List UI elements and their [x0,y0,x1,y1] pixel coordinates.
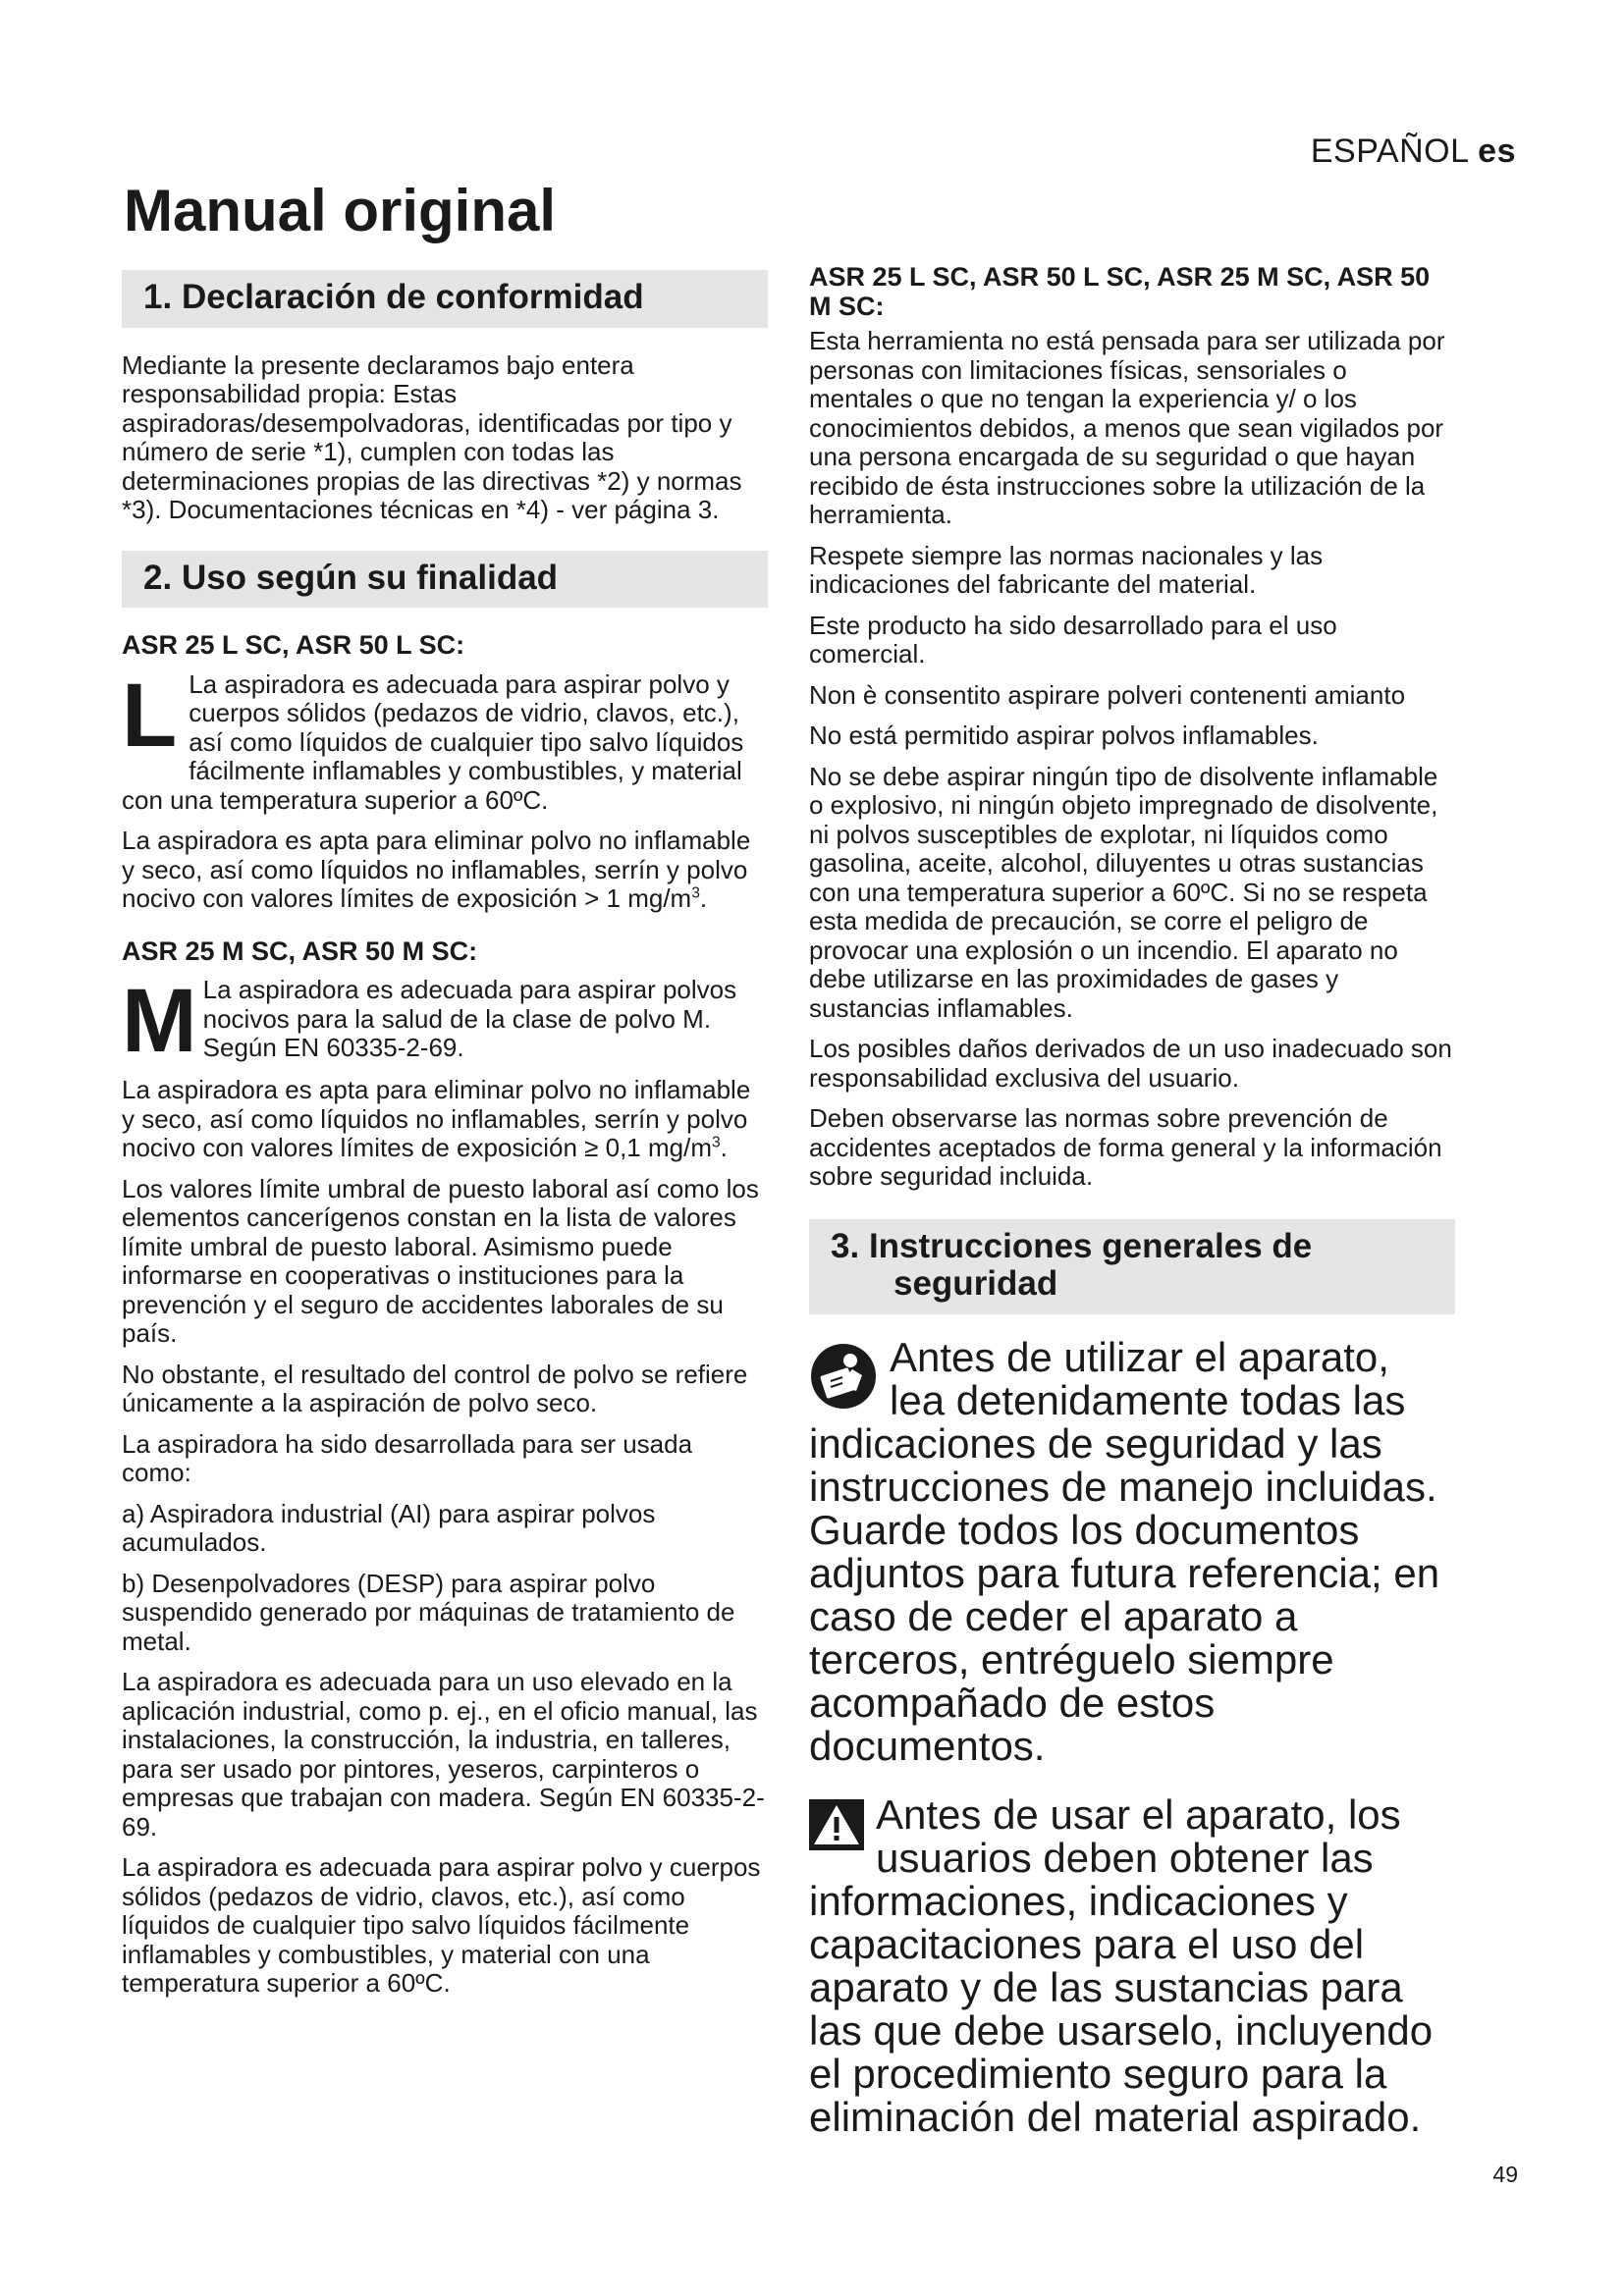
dropcap-block-l [122,670,768,816]
section-3-number: 3. [831,1226,860,1265]
dropcap-l: L [122,669,178,766]
section-3-title-line1: Instrucciones generales de [868,1226,1313,1265]
left-column [122,270,768,2010]
dropcap-block-m [122,976,768,1064]
warning-read-manual [809,1333,1455,1769]
dropcap-m: M [122,976,197,1065]
warning-read-manual-text: Antes de utilizar el aparato, lea detenidamente todas las indicaciones de seguridad y las instrucciones de manejo incluidas. Guarde todos los documentos adjuntos para futura referencia; en caso de ceder el aparato a terceros, entréguelo siempre acompañado de estos documentos. [809,1333,1440,1769]
paragraph-industrial: La aspiradora es adecuada para un uso elevado en la aplicación industrial, como p. ej., en el oficio manual, las instalaciones, la construcción, la industria, en talleres, para ser usado por pintores, yeseros, carpinteros o empresas que trabajan con madera. Según EN 60335-2-69. [122,1667,765,1842]
paragraph-l-2-text: La aspiradora es apta para eliminar polvo no inflamable y seco, así como líquidos no inflamables, serrín y polvo nocivo con valores límites de exposición > 1 mg/m [122,826,751,914]
section-1-heading [122,270,768,328]
paragraph-l-2 [122,827,768,914]
page-number: 49 [1492,2162,1518,2187]
paragraph-m-2-end: . [720,1133,728,1163]
paragraph-solids: La aspiradora es adecuada para aspirar polvo y cuerpos sólidos (pedazos de vidrio, clavos, etc.), así como líquidos de cualquier tipo salvo líquidos fácilmente inflamables y combustibles, y material con una temperatura superior a 60ºC. [122,1852,761,1999]
paragraph-m-2 [122,1076,768,1163]
paragraph-damages: Los posibles daños derivados de un uso inadecuado son responsabilidad exclusiva del usuario. [809,1034,1452,1093]
section-1-body: Mediante la presente declaramos bajo entera responsabilidad propia: Estas aspiradoras/desempolvadoras, identificadas por tipo y número de serie *1), cumplen con todas las determinaciones propias de las directivas *2) y normas *3). Documentaciones técnicas en *4) - ver página 3. [122,349,742,524]
warning-triangle-icon [809,1799,864,1858]
paragraph-accident-prevention: Deben observarse las normas sobre prevención de accidentes aceptados de forma general y la información sobre seguridad incluida. [809,1103,1442,1192]
paragraph-limits: Los valores límite umbral de puesto laboral así como los elementos cancerígenos constan en la lista de valores límite umbral de puesto laboral. Asimismo puede informarse en cooperativas o instituciones para la prevención y el seguro de accidentes laborales de su país. [122,1173,759,1349]
paragraph-m-2-text: La aspiradora es apta para eliminar polvo no inflamable y seco, así como líquidos no inflamables, serrín y polvo nocivo con valores límites de exposición ≥ 0,1 mg/m [122,1075,751,1163]
paragraph-usage-intro: La aspiradora ha sido desarrollada para ser usada como: [122,1428,693,1488]
section-1-title: Declaración de conformidad [181,278,644,316]
paragraph-l-2-sup: 3 [691,884,700,902]
page-title: Manual original [124,178,557,243]
paragraph-m-1: La aspiradora es adecuada para aspirar polvos nocivos para la salud de la clase de polvo M. Según EN 60335-2-69. [202,976,737,1063]
subheading-l-class: ASR 25 L SC, ASR 50 L SC: [122,630,465,660]
right-column [809,263,1455,2164]
paragraph-l-1: La aspiradora es adecuada para aspirar polvo y cuerpos sólidos (pedazos de vidrio, clavos, etc.), así como líquidos de cualquier tipo salvo líquidos fácilmente inflamables y combustibles, y material con una temperatura superior a 60ºC. [122,669,744,815]
section-2-number: 2. [143,558,173,597]
language-code: es [1478,133,1516,170]
section-2-heading [122,551,768,609]
paragraph-usage-b: b) Desenpolvadores (DESP) para aspirar polvo suspendido generado por máquinas de tratamiento de metal. [122,1568,735,1656]
warning-training [809,1790,1455,2140]
paragraph-persons: Esta herramienta no está pensada para ser utilizada por personas con limitaciones físicas, sensoriales o mentales o que no tengan la experiencia y/ o los conocimientos debidos, a menos que sean vigilados por una persona encargada de su seguridad o que hayan recibido de ésta instrucciones sobre la utilización de la herramienta. [809,326,1445,530]
paragraph-asbestos: Non è consentito aspirare polveri contenenti amianto [809,679,1406,710]
paragraph-l-2-end: . [699,883,708,914]
subheading-all-models: ASR 25 L SC, ASR 50 L SC, ASR 25 M SC, ASR 50 M SC: [809,262,1431,321]
paragraph-solvents: No se debe aspirar ningún tipo de disolvente inflamable o explosivo, ni ningún objeto impregnado de disolvente, ni polvos susceptibles de explotar, ni líquidos como gasolina, aceite, alcohol, diluyentes u otras sustancias con una temperatura superior a 60ºC. Si no se respeta esta medida de precaución, se corre el peligro de provocar una explosión o un incendio. El aparato no debe utilizarse en las proximidades de gases y sustancias inflamables. [809,761,1438,1023]
paragraph-national-rules: Respete siempre las normas nacionales y las indicaciones del fabricante del material. [809,540,1324,600]
paragraph-commercial: Este producto ha sido desarrollado para el uso comercial. [809,610,1337,669]
subheading-m-class: ASR 25 M SC, ASR 50 M SC: [122,935,478,966]
paragraph-flammable-dust: No está permitido aspirar polvos inflamables. [809,721,1319,751]
section-2-title: Uso según su finalidad [181,558,559,597]
warning-training-text: Antes de usar el aparato, los usuarios deben obtener las informaciones, indicaciones y capacitaciones para el uso del aparato y de las sustancias para las que debe usarselo, incluyendo el procedimiento seguro para la eliminación del material aspirado. [809,1790,1434,2140]
section-3-title-line2: seguridad [893,1264,1058,1304]
read-manual-icon [809,1342,878,1418]
section-1-number: 1. [143,278,173,316]
language-name: ESPAÑOL [1310,133,1469,170]
language-label [1311,133,1516,171]
paragraph-m-2-sup: 3 [711,1134,721,1151]
paragraph-dust-control: No obstante, el resultado del control de polvo se refiere únicamente a la aspiración de polvo seco. [122,1359,748,1418]
section-3-heading [809,1219,1455,1314]
paragraph-usage-a: a) Aspiradora industrial (AI) para aspirar polvos acumulados. [122,1498,656,1558]
